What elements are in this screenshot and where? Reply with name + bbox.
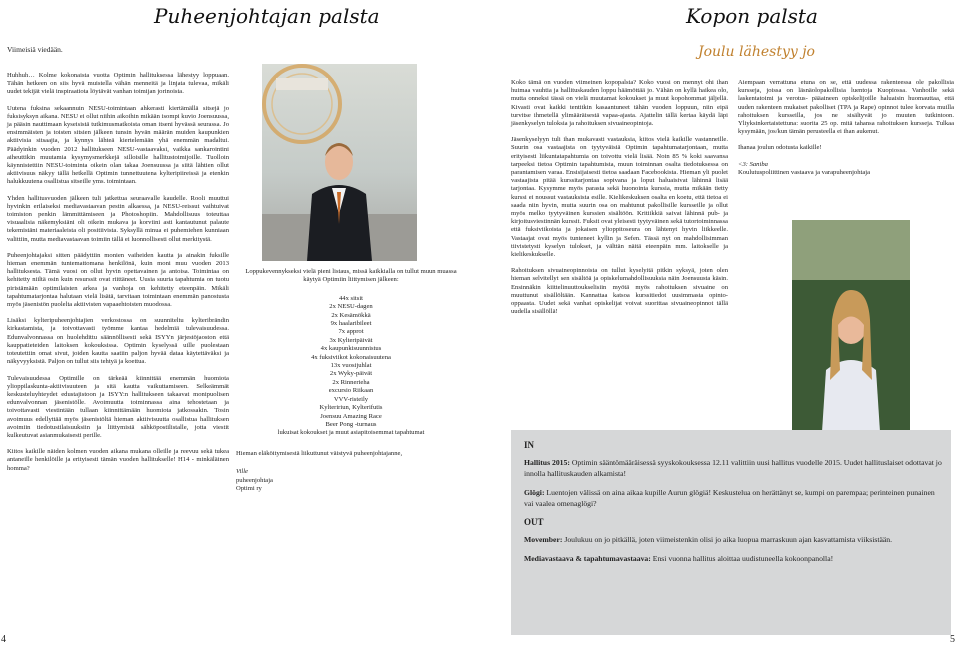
list-item: 9x haalaribileet [330, 320, 372, 328]
in-out-content [524, 440, 942, 572]
kopo-paragraph: Jäsenkyselyyn tuli ihan mukavasti vastauksia, kiitos vielä kaikille vastanneille. Suurin osa vastaajista on tyytyväisiä Optimin tapahtumatarjontaan, mutta erityisesti liikuntatapahtumia on toivottu vielä lisää. Noin 85 % koki saavansa tarpeeksi tietoa Optimin tapahtumista, muun toiminnan osalta tiedotuksessa on parantamisen varaa. Ensisijaisesti tietoa saadaan Facebookista. Hieman yli puolet vastaajista pitää kurssitarjontaa sopivana ja loput haluaisivat lähinnä lisää tarjontaa. Kysymme myös parasta sekä huonointa kurssia, mutta mikään tietty kurssi ei noussut vastauksista esille. Kielikeskuksen osalta en koetu, että tietoa ei saada niin hyvin, mutta suurin osa on mahtunut pakollisille kursseille ja ollut myös melko tyytyväinen kurssien sisältöön. Kritiikkiä saivat lähinnä pub- ja kirjoitusviestinnän kurssit. Fuksit ovat yleisesti tyytyväinen sekä tutortoiminnassa että fuksiviikoista ja jokaisen ylioppitoseura on lähtenyt hyvin liikkeelle. Vastaajat ovat myös tunteneet kyllin ja Sefen. Tässä nyt on mahdollisimman tiivistetysti kyselyn tulokset, ja välttän näitä eteenpäin mm. laitokselle ja kielikeskukselle. [511, 136, 728, 259]
chair-paragraph: Puheenjohtajaksi sitten päädyttiin monien vaiheiden kautta ja ainakin fuksille hieman enemmän tuntemattomana henkilönä, kuin moni muu vuoden 2013 hallituksesta. Tämä vuosi on ollut hyvin opettavainen ja antoisa. Toimintaa on kehitetty niiltä osin kuin resurssit ovat riittäneet. Uusia suuria tapahtumia on tuotu piristämään optimilaisten arkea ja vanhoja on kehitetty eteenpäin. Mikäli tapahtumatarjontaa halutaan vielä lisätä, tarvitaan toimintaan enemmän panostusta myös jäsenistön puolelta aktiivisten vapaaehtoisten muodossa. [7, 251, 229, 309]
signature-role: puheenjohtaja [236, 476, 273, 484]
list-item: 2x NESU-dagen [329, 303, 373, 311]
kopo-paragraph: Koko tämä on vuoden viimeinen kopopalsta? Koko vuosi on mennyt ohi ihan huimaa vauhtia ja hallituskauden loppu häämöttää jo. Vähän on kyllä haikea olo, mutta onneksi tässä on vielä muutamat kokoukset ja muut kopohommat jäljellä. Kivasti ovat kaikki tentitkin kasaantuneet tähän vuoden loppuun, niin eipä turvitse ihmetellä ylimääräisestä vapaa-ajasta. Ajattelin tällä kertaa käydä läpi jäsenkyselyn tuloksia ja rahoituksen sivuaineopintoja. [511, 79, 728, 128]
list-item: 4x fuksiviikot kokonaisuutena [311, 353, 391, 361]
out-item-label: Movember: [524, 535, 563, 544]
kopo-paragraph: Aiempaan verrattuna etuna on se, että uudessa rakenteessa ole pakollisia kursseja, joissa on läsnäolopakollisia luentoja Kuopiossa. Vanhoille sekä laskentatoimi ja verotus- pääaineen opiskelijoille haluaisin huomauttaa, että uuden rakenteen mukaiset pakolliset (TPA ja Rape) opinnot tulee korvata muilla rahoituksen kursseilla, jos ne sisältyvät jo muuten tutkintoon. Yliyksinkertaistettuna: suorita 25 op. mitä tahansa rahoituksen kursseja. Tulkaa kysymään, jos/kun tämän perusteella ei ihan aukenut. [738, 79, 954, 136]
in-item [524, 487, 942, 509]
kopo-role: Koulutuspoliittinen vastaava ja varapuheenjohtaja [738, 168, 871, 176]
left-page-title: Puheenjohtajan palsta [154, 4, 380, 28]
event-list-block [236, 268, 466, 493]
list-item: 44x sitsit [339, 294, 363, 302]
list-item: 2x Wyky-päivät [329, 370, 373, 378]
list-item: Joensuu Amazing Race [320, 412, 382, 420]
signature-name: Ville [236, 468, 248, 476]
in-item-text: Luentojen välissä on aina aikaa kupille Aurun glögiä! Keskustelua on herättänyt se, kumpi on parempaa; perinteinen punainen vai vaalea omenaglögi? [524, 488, 935, 508]
signature-org: Optimi ry [236, 484, 262, 492]
signature-block [236, 450, 466, 494]
list-item: VVV-risteily [333, 395, 369, 403]
kopo-column-2 [738, 79, 954, 177]
kopo-photo [792, 220, 910, 432]
chair-paragraph: Tulevaisuudessa Optimille on tärkeää kiinnittää enemmän huomiota ylioppilaskunta-aktiivisuuteen ja sitä kautta vaikuttamiseen. Selkeämmät keskusteluyhteydet edustajistoon ja ISYY:n hallitukseen takaavat monipuolisen edunvalvonnan jäsenistölle. Avoimuutta toiminnassa aina tehostetaan ja toivottavasti viestintään tullaan kiinnittämään huomiota jatkossakin. Tosin avoimuus edellyttää myös jäsenistöltä hieman aktiivisuutta osallistua hallituksen avoimiin tiedotustilaisuuksiin ja liittymistä sähköpostilistalle, jotta viestit kulkeutuvat asianmukaisesti perille. [7, 374, 229, 439]
kopo-paragraph: Rahoituksen sivuaineopinnoista on tullut kyselyitä pitkin syksyä, joten olen hieman selvitellyt sen sisältöä ja opiskelumahdollisuuksia näin Joensuusta käsin. Ensinnäkin kiittelinuuttoukselisiin myötä myös rahoituksen sivuaine on muuttunut sisällöltään. Kannattaa katsoa kurssitiedot uusimmasta opinto-oppaasta. Uudet sekä vanhat opiskelijat voivat suorittaa sivuaineopinnot tällä uudella sisällöllä! [511, 267, 728, 316]
chairman-photo-illustration [262, 64, 417, 261]
page-number-left: 4 [1, 634, 6, 645]
in-item-label: Glögi: [524, 488, 545, 497]
kopo-photo-illustration [792, 220, 910, 432]
list-item: 2x Rinnerieha [332, 378, 370, 386]
chair-paragraph: Lisäksi kylteripuheenjohtajien verkostossa on suunniteltu kylteribrändin kirkastamista, ja toivottavasti työmme kantaa hedelmiä tulevaisuudessa. Edunvalvonnassa on huolehdittu säännöllisesti sekä ISYYn järjestöjaoston että kauppatieteiden laitoksen kokouksissa. Optimin kyselyssä uille puolestaan toteutettiin omat sivut, joiden kautta saatiin paljon hyvää dataa käytettäväksi ja näkyvyyksistä. Paljon on tullut siis tehtyä ja koettua. [7, 317, 229, 366]
right-page-title: Kopon palsta [686, 4, 818, 28]
out-item-text: Joulukuu on jo pitkällä, joten viimeistenkin olisi jo aika luopua marraskuun ajan kasvattamista viiksistään. [564, 535, 893, 544]
chairman-photo [262, 64, 417, 261]
list-item: lukuisat kokoukset ja muut asiapitoisemmat tapahtumat [277, 429, 425, 437]
list-intro: Loppukevennykseksi vielä pieni listaus, missä kaikkialla on tullut muun muassa käytyä Optimiin liittymisen jälkeen: [245, 268, 457, 284]
event-list [236, 295, 466, 438]
out-item [524, 553, 942, 564]
list-item: Kylteririun, Kylterifutis [319, 404, 383, 412]
list-item: 3x Kylteripäivät [329, 336, 373, 344]
chair-paragraph: Huhhuh… Kolme kokonaista vuotta Optimin hallituksessa lähestyy loppuaan. Tähän hetkeen on siis hyvä muistella vähän menneitä ja linjata tulevaa, mikäli uudet tekijät vielä inspiraatiota löytävät vanhan toimijan jorinoista. [7, 72, 229, 96]
chair-column [7, 72, 229, 481]
chair-paragraph: Yhden hallitusvuoden jälkeen tuli jatkettua seuraavalle kaudelle. Rooli muuttui hyvinkin erilaiseksi mediavastaavan pestin alkaessa, ja NESU-reissut vaihtuivat toimiston penkin lämmittämiseen ja Photoshopiin. Mahdollisuus toteuttaa visuaalisia näkemyksiäni oli oikein mukava ja korviini asti kantautunut palaute tekemistäni materiaaleista oli positiivista. Syksyllä minua ei puhemiehen kunniaan valittiin, mutta mediavastaavan toimiin tällä ei luonnollisesti ollut merkitystä. [7, 194, 229, 243]
in-item-label: Hallitus 2015: [524, 458, 570, 467]
out-item-label: Mediavastaava & tapahtumavastaava: [524, 554, 651, 563]
page-number-right: 5 [950, 634, 955, 645]
out-heading: OUT [524, 517, 544, 527]
greeting: Viimeisiä viedään. [7, 45, 63, 54]
chair-paragraph: Kiitos kaikille näiden kolmen vuoden aikana mukana olleille ja reevuu sekä tukea antaneille henkilöille ja erityisesti tämän vuoden hallitukselle! H14 - minkäläinen homma? [7, 448, 229, 472]
list-item: 2x Kesämökkä [331, 311, 371, 319]
thanks-line: Hieman eläköitymisestä liikuttunut väistyvä puheenjohtajanne, [236, 449, 403, 457]
list-item: Beer Pong -turnaus [325, 420, 377, 428]
list-item: 4x kaupunkisuunnistus [320, 345, 382, 353]
list-item: excursio Riikaan [328, 387, 374, 395]
out-item [524, 534, 942, 545]
kopo-paragraph: Ihanaa joulun odotusta kaikille! [738, 144, 822, 152]
list-item: 13x vuosijuhlat [330, 362, 372, 370]
list-item: 7x approt [338, 328, 364, 336]
out-item-text: Ensi vuonna hallitus aloittaa uudistuneella kokoonpanolla! [652, 554, 834, 563]
in-item [524, 457, 942, 479]
in-item-text: Optimin sääntömääräisessä syyskokouksessa 12.11 valittiin uusi hallitus vuodelle 2015. Uudet hallituslaiset odottavat jo innolla hallituskauden alkamista! [524, 458, 942, 478]
in-heading: IN [524, 440, 535, 450]
kopo-column-1 [511, 79, 728, 324]
kopo-signature: <3: Saniba [738, 160, 768, 168]
right-subtitle: Joulu lähestyy jo [698, 44, 815, 60]
chair-paragraph: Uutena fuksina sekaannuin NESU-toimintaan ahkerasti kiertämällä sitsejä jo fuksisyksyn aikana. NESU ei ollut niihin aikoihin mikään isompi kuvio Joensuussa, ja pääsin nauttimaan kyseisistä tutkimusmatkoista oman itseni hyvässä seurassa. Jo ensimmäisten ja toisten sitsien jälkeen tunsin hyvän määrän muiden kaupunkien aktiivisia sitsaajia, ja kynnys lähteä kiertelemään yhä enemmän madaltui. Päädyinkin vuoden 2012 hallitukseen NESU-vastaavaksi, vaikka sankarointini aiheuttikin muutamia kysymysmerkkejä silloisille hallitustoimijoille. Tuolloin käynnistettiin NESU-toiminta oikein olan takaa Joensuussa ja siitä lähtien ollut aktiivisuus näkyy tällä hetkellä Optimin tunnettuutena kylteripiireissä ja etenkin halukkuutena osallistua sitseille yms. toimintaan. [7, 104, 229, 186]
